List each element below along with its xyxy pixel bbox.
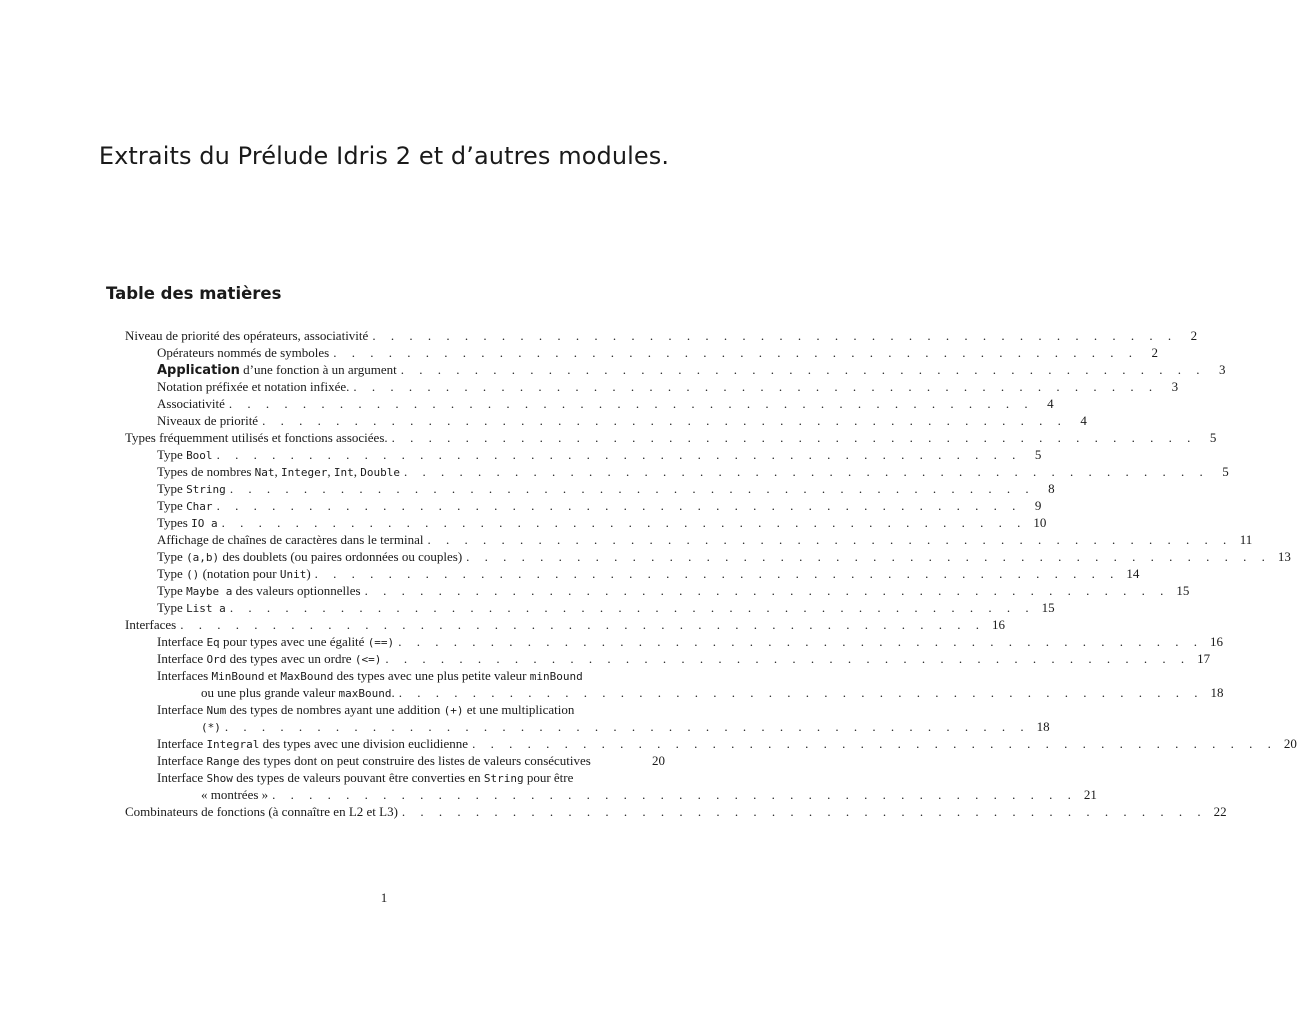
toc-entry[interactable]: Opérateurs nommés de symboles . . . . . . . . . . . . . . . . . . . . . . . . . . . . . . . . . . . . . . . . . . . . 2 [157,345,1158,360]
toc-entry[interactable]: Types de nombres Nat, Integer, Int, Double . . . . . . . . . . . . . . . . . . . . . . . . . . . . . . . . . . . . . . . . . . . . 5 [157,464,1229,479]
toc-entry[interactable]: Types fréquemment utilisés et fonctions associées. . . . . . . . . . . . . . . . . . . . . . . . . . . . . . . . . . . . . . . . . . . . . 5 [125,430,1217,445]
toc-page-number: 3 [1218,362,1226,377]
toc-page-number: 3 [1171,379,1179,394]
toc-page-number: 20 [1283,736,1297,751]
document-title: Extraits du Prélude Idris 2 et d’autres modules. [98,142,670,170]
toc-entry[interactable]: Combinateurs de fonctions (à connaître en L2 et L3) . . . . . . . . . . . . . . . . . . . . . . . . . . . . . . . . . . . . . . . . . . . . 22 [125,804,1227,819]
toc-entry[interactable]: Type () (notation pour Unit) . . . . . . . . . . . . . . . . . . . . . . . . . . . . . . . . . . . . . . . . . . . . 14 [157,566,1140,581]
toc-page-number: 21 [1083,787,1097,802]
toc-entry[interactable]: Application d’une fonction à un argument . . . . . . . . . . . . . . . . . . . . . . . . . . . . . . . . . . . . . . . . . . . . 3 [157,362,1226,378]
toc-page-number: 4 [1047,396,1054,411]
toc-entry-continuation[interactable]: ou une plus grande valeur maxBound. . . . . . . . . . . . . . . . . . . . . . . . . . . . . . . . . . . . . . . . . . . . . 18 [201,685,1224,700]
toc-entry[interactable]: Interface Integral des types avec une division euclidienne . . . . . . . . . . . . . . . . . . . . . . . . . . . . . . . . . . . . . . . . . . . . 20 [157,736,1297,751]
toc-entry[interactable]: Niveau de priorité des opérateurs, associativité . . . . . . . . . . . . . . . . . . . . . . . . . . . . . . . . . . . . . . . . . . . . 2 [125,328,1198,343]
toc-page-number: 5 [1222,464,1229,479]
table-of-contents [125,327,1297,820]
toc-heading: Table des matières [106,284,282,303]
toc-entry[interactable]: Type List a . . . . . . . . . . . . . . . . . . . . . . . . . . . . . . . . . . . . . . . . . . . . 15 [157,600,1055,615]
toc-entry[interactable]: Type Char . . . . . . . . . . . . . . . . . . . . . . . . . . . . . . . . . . . . . . . . . . . . 9 [157,498,1042,513]
toc-page-number: 5 [1034,447,1042,462]
toc-entry[interactable]: Interface Show des types de valeurs pouvant être converties en String pour être [157,770,574,785]
toc-page-number: 13 [1277,549,1291,564]
toc-entry-continuation[interactable]: (*) . . . . . . . . . . . . . . . . . . . . . . . . . . . . . . . . . . . . . . . . . . . . 18 [201,719,1050,734]
toc-page-number: 4 [1080,413,1087,428]
toc-entry[interactable]: Affichage de chaînes de caractères dans le terminal . . . . . . . . . . . . . . . . . . . . . . . . . . . . . . . . . . . . . . . . . . . . 11 [157,532,1253,547]
toc-entry[interactable]: Notation préfixée et notation infixée. . . . . . . . . . . . . . . . . . . . . . . . . . . . . . . . . . . . . . . . . . . . . 3 [157,379,1179,394]
toc-entry-continuation[interactable]: « montrées » . . . . . . . . . . . . . . . . . . . . . . . . . . . . . . . . . . . . . . . . . . . . 21 [201,787,1097,802]
toc-page-number: 16 [1209,634,1223,649]
toc-entry[interactable]: Type Bool . . . . . . . . . . . . . . . . . . . . . . . . . . . . . . . . . . . . . . . . . . . . 5 [157,447,1042,462]
toc-page-number: 14 [1126,566,1140,581]
toc-entry[interactable]: Interfaces MinBound et MaxBound des types avec une plus petite valeur minBound [157,668,583,683]
toc-entry[interactable]: Associativité . . . . . . . . . . . . . . . . . . . . . . . . . . . . . . . . . . . . . . . . . . . . 4 [157,396,1054,411]
toc-page-number: 15 [1041,600,1055,615]
toc-page-number: 15 [1176,583,1190,598]
toc-page-number: 9 [1034,498,1042,513]
toc-entry[interactable]: Niveaux de priorité . . . . . . . . . . . . . . . . . . . . . . . . . . . . . . . . . . . . . . . . . . . . 4 [157,413,1087,428]
toc-page-number: 8 [1048,481,1055,496]
toc-page-number: 22 [1213,804,1227,819]
toc-entry[interactable]: Interface Ord des types avec un ordre (<=) . . . . . . . . . . . . . . . . . . . . . . . . . . . . . . . . . . . . . . . . . . . . 17 [157,651,1211,666]
toc-entry[interactable]: Type String . . . . . . . . . . . . . . . . . . . . . . . . . . . . . . . . . . . . . . . . . . . . 8 [157,481,1055,496]
toc-entry[interactable]: Type Maybe a des valeurs optionnelles . . . . . . . . . . . . . . . . . . . . . . . . . . . . . . . . . . . . . . . . . . . . 15 [157,583,1190,598]
toc-entry[interactable]: Interfaces . . . . . . . . . . . . . . . . . . . . . . . . . . . . . . . . . . . . . . . . . . . . 16 [125,617,1005,632]
toc-page-number: 20 [652,753,665,768]
toc-page-number: 2 [1190,328,1198,343]
toc-entry[interactable]: Interface Range des types dont on peut construire des listes de valeurs consécutives 20 [157,753,665,768]
page-number: 1 [380,890,388,905]
toc-entry[interactable]: Interface Eq pour types avec une égalité (==) . . . . . . . . . . . . . . . . . . . . . . . . . . . . . . . . . . . . . . . . . . . . 16 [157,634,1223,649]
toc-page-number: 5 [1209,430,1217,445]
toc-entry[interactable]: Interface Num des types de nombres ayant une addition (+) et une multiplication [157,702,575,717]
toc-page-number: 11 [1239,532,1253,547]
toc-entry[interactable]: Types IO a . . . . . . . . . . . . . . . . . . . . . . . . . . . . . . . . . . . . . . . . . . . . 10 [157,515,1047,530]
toc-page-number: 16 [992,617,1005,632]
toc-page-number: 18 [1036,719,1050,734]
toc-page-number: 2 [1151,345,1158,360]
toc-page-number: 18 [1210,685,1224,700]
toc-page-number: 17 [1197,651,1211,666]
toc-entry[interactable]: Type (a,b) des doublets (ou paires ordonnées ou couples) . . . . . . . . . . . . . . . . . . . . . . . . . . . . . . . . . . . . . . . . . . . . 13 [157,549,1291,564]
toc-page-number: 10 [1033,515,1047,530]
